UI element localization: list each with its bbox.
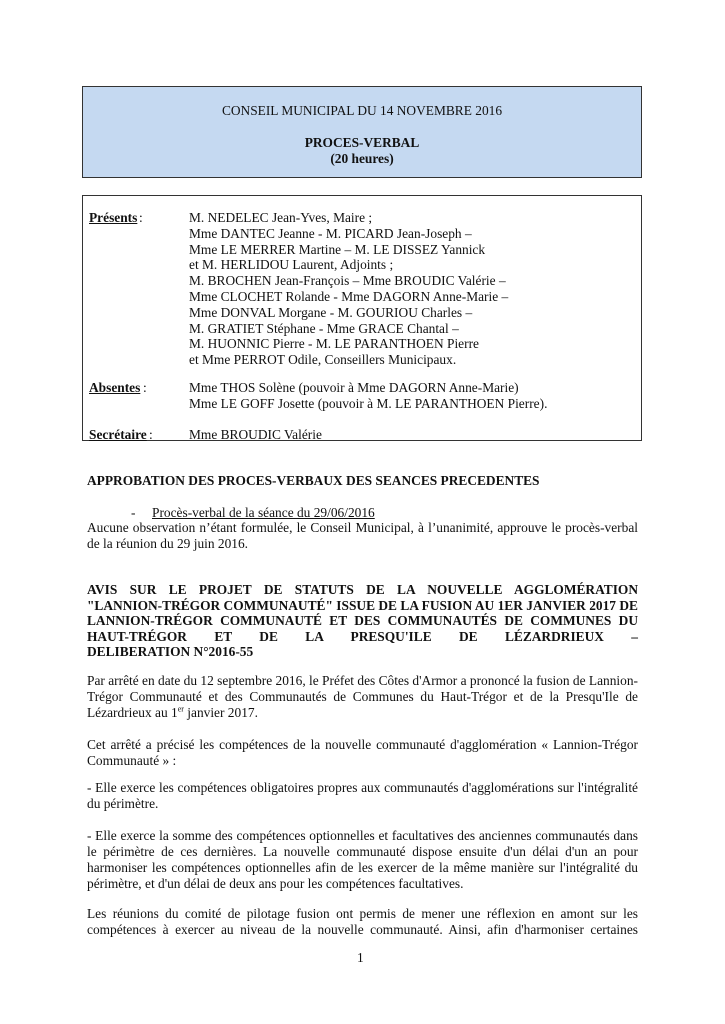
secretaire-value: Mme BROUDIC Valérie [189,427,322,442]
paragraph-line: Trégor Communauté et des Communautés de Communes du Haut-Trégor et de la Presqu'Ile de [87,689,638,704]
paragraph-line: périmètre, et d'un délai de deux ans pour les compétences facultatives. [87,876,464,891]
paragraph-line: compétences à exercer au niveau de la nouvelle communauté. Ainsi, afin d'harmoniser certaines [87,922,638,937]
presents-line: Mme DONVAL Morgane - M. GOURIOU Charles – [189,304,473,320]
section2-title-line: "LANNION-TRÉGOR COMMUNAUTÉ" ISSUE DE LA FUSION AU 1ER JANVIER 2017 DE [87,597,638,613]
paragraph-2 [87,737,638,769]
section1-title: APPROBATION DES PROCES-VERBAUX DES SEANCES PRECEDENTES [87,473,540,488]
absentes-label: Absentes [89,380,141,395]
presents-line: Mme CLOCHET Rolande - Mme DAGORN Anne-Marie – [189,288,509,304]
paragraph-line: le périmètre de ces dernières. La nouvelle communauté dispose ensuite d'un délai d'un an pour [87,844,638,859]
presents-colon: : [139,210,143,225]
paragraph-line: - Elle exerce la somme des compétences optionnelles et facultatives des anciennes communautés dans [87,828,638,843]
paragraph-1 [87,673,638,721]
absentes-colon: : [143,380,147,395]
section1-line: de la réunion du 29 juin 2016. [87,536,249,551]
paragraph-line: Communauté » : [87,753,177,768]
presents-line: M. BROCHEN Jean-François – Mme BROUDIC Valérie – [189,273,506,289]
meeting-title: CONSEIL MUNICIPAL DU 14 NOVEMBRE 2016 [221,103,503,118]
header-box [82,86,642,178]
absentes-line: Mme THOS Solène (pouvoir à Mme DAGORN Anne-Marie) [189,380,519,395]
presents-line: M. NEDELEC Jean-Yves, Maire ; [189,210,373,225]
paragraph-line: Par arrêté en date du 12 septembre 2016, le Préfet des Côtes d'Armor a prononcé la fusion de Lannion- [87,673,638,688]
bullet-dash: - [131,505,136,520]
secretaire-colon: : [149,427,153,442]
section1-line: Aucune observation n’étant formulée, le Conseil Municipal, à l’unanimité, approuve le procès-verbal [87,520,638,535]
section2-title-line: DELIBERATION N°2016-55 [87,644,254,660]
section2-title-line: LANNION-TRÉGOR COMMUNAUTÉ ET DES COMMUNAUTÉS DE COMMUNES DU [87,613,638,629]
presents-line: Mme DANTEC Jeanne - M. PICARD Jean-Joseph – [189,225,472,241]
section2-title-line: HAUT-TRÉGOR ET DE LA PRESQU'ILE DE LÉZARDRIEUX – [87,628,638,644]
attendance-box [82,195,642,441]
presents-line: Mme LE MERRER Martine – M. LE DISSEZ Yannick [189,241,486,257]
paragraph-line: Les réunions du comité de pilotage fusion ont permis de mener une réflexion en amont sur les [87,906,638,921]
section2-title [87,582,638,660]
presents-label: Présents [89,210,138,225]
presents-line: et Mme PERROT Odile, Conseillers Municipaux. [189,352,457,368]
paragraph-line: - Elle exerce les compétences obligatoires propres aux communautés d'agglomérations sur l'intégralité [87,780,638,795]
absentes-line: Mme LE GOFF Josette (pouvoir à M. LE PARANTHOEN Pierre). [189,395,548,411]
paragraph-text: janvier 2017. [183,705,258,720]
document-type: PROCES-VERBAL [304,135,420,150]
paragraph-line [87,705,638,721]
page-number: 1 [357,950,364,965]
paragraph-line: Cet arrêté a précisé les compétences de la nouvelle communauté d'agglomération « Lannion-Trégor [87,737,638,752]
paragraph-line: du périmètre. [87,796,159,811]
paragraph-text: Lézardrieux au 1 [87,705,178,720]
paragraph-line: harmoniser les compétences optionnelles afin de les exercer de la même manière sur l'intégralité du [87,860,638,875]
paragraph-4 [87,828,638,892]
paragraph-5 [87,906,638,938]
secretaire-label: Secrétaire [89,427,147,442]
bullet-link-text: Procès-verbal de la séance du 29/06/2016 [152,505,375,520]
presents-line: M. HUONNIC Pierre - M. LE PARANTHOEN Pierre [189,336,479,352]
presents-line: et M. HERLIDOU Laurent, Adjoints ; [189,257,394,273]
paragraph-3 [87,780,638,812]
presents-list [189,210,508,368]
meeting-time: (20 heures) [330,151,394,166]
presents-line: M. GRATIET Stéphane - Mme GRACE Chantal – [189,320,459,336]
absentes-list [189,380,547,412]
section2-title-line: AVIS SUR LE PROJET DE STATUTS DE LA NOUVELLE AGGLOMÉRATION [87,582,638,597]
superscript: er [177,704,184,714]
